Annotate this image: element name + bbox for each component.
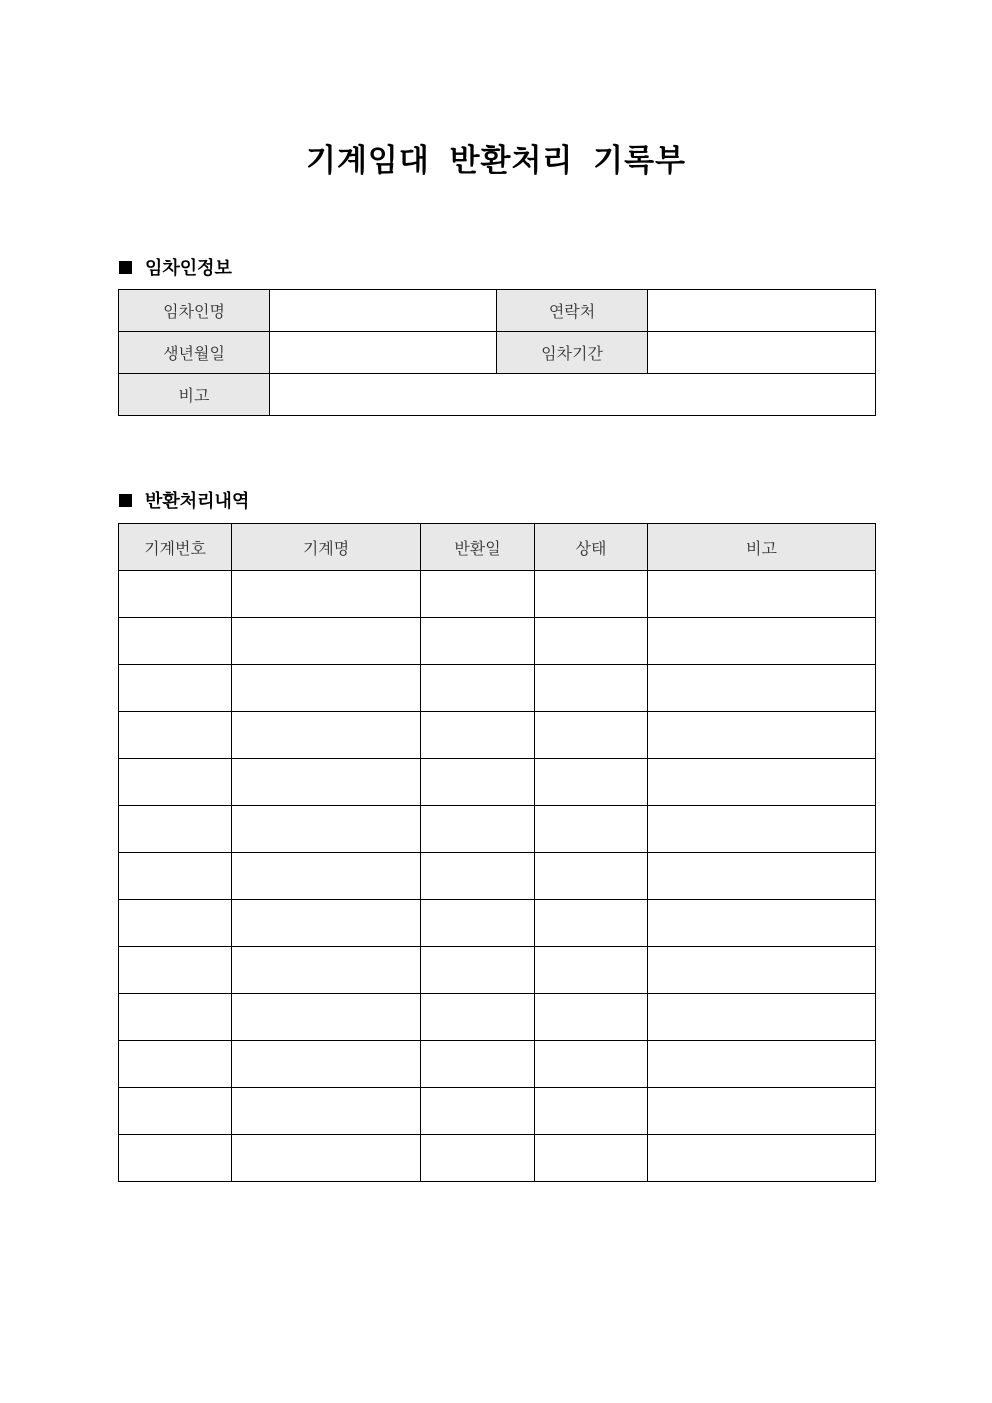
square-bullet-icon bbox=[119, 261, 132, 274]
return-history-heading bbox=[119, 487, 249, 513]
remarks-cell[interactable] bbox=[648, 994, 876, 1041]
remarks-cell[interactable] bbox=[648, 947, 876, 994]
machine-name-cell[interactable] bbox=[232, 947, 421, 994]
return-date-cell[interactable] bbox=[421, 618, 535, 665]
machine-name-cell[interactable] bbox=[232, 712, 421, 759]
table-row bbox=[119, 806, 876, 853]
return-date-cell[interactable] bbox=[421, 947, 535, 994]
contact-label: 연락처 bbox=[497, 290, 648, 332]
table-header-row bbox=[119, 524, 876, 571]
table-row bbox=[119, 332, 876, 374]
machine-name-cell[interactable] bbox=[232, 1041, 421, 1088]
machine-number-cell[interactable] bbox=[119, 1041, 232, 1088]
return-date-cell[interactable] bbox=[421, 853, 535, 900]
remarks-cell[interactable] bbox=[648, 618, 876, 665]
table-row bbox=[119, 1041, 876, 1088]
status-cell[interactable] bbox=[535, 806, 648, 853]
column-header-return-date: 반환일 bbox=[421, 524, 535, 571]
return-date-cell[interactable] bbox=[421, 1088, 535, 1135]
remarks-cell[interactable] bbox=[648, 853, 876, 900]
table-row bbox=[119, 1088, 876, 1135]
renter-info-table bbox=[118, 289, 876, 416]
return-date-cell[interactable] bbox=[421, 806, 535, 853]
machine-name-cell[interactable] bbox=[232, 900, 421, 947]
table-row bbox=[119, 665, 876, 712]
remarks-cell[interactable] bbox=[648, 1041, 876, 1088]
table-row bbox=[119, 853, 876, 900]
table-row bbox=[119, 571, 876, 618]
renter-name-field[interactable] bbox=[270, 290, 497, 332]
table-row bbox=[119, 290, 876, 332]
status-cell[interactable] bbox=[535, 1088, 648, 1135]
status-cell[interactable] bbox=[535, 571, 648, 618]
remarks-cell[interactable] bbox=[648, 1088, 876, 1135]
machine-number-cell[interactable] bbox=[119, 571, 232, 618]
renter-info-heading bbox=[119, 254, 232, 280]
machine-number-cell[interactable] bbox=[119, 947, 232, 994]
birth-date-field[interactable] bbox=[270, 332, 497, 374]
return-date-cell[interactable] bbox=[421, 712, 535, 759]
column-header-status: 상태 bbox=[535, 524, 648, 571]
status-cell[interactable] bbox=[535, 947, 648, 994]
contact-field[interactable] bbox=[648, 290, 876, 332]
remarks-cell[interactable] bbox=[648, 665, 876, 712]
status-cell[interactable] bbox=[535, 853, 648, 900]
remarks-label: 비고 bbox=[119, 374, 270, 416]
machine-name-cell[interactable] bbox=[232, 1135, 421, 1182]
table-row bbox=[119, 759, 876, 806]
machine-number-cell[interactable] bbox=[119, 994, 232, 1041]
machine-number-cell[interactable] bbox=[119, 806, 232, 853]
square-bullet-icon bbox=[119, 494, 132, 507]
return-date-cell[interactable] bbox=[421, 759, 535, 806]
machine-number-cell[interactable] bbox=[119, 618, 232, 665]
machine-number-cell[interactable] bbox=[119, 759, 232, 806]
renter-info-heading-text: 임차인정보 bbox=[145, 258, 232, 279]
status-cell[interactable] bbox=[535, 994, 648, 1041]
table-row bbox=[119, 618, 876, 665]
remarks-cell[interactable] bbox=[648, 571, 876, 618]
table-row bbox=[119, 947, 876, 994]
return-date-cell[interactable] bbox=[421, 1041, 535, 1088]
table-row bbox=[119, 1135, 876, 1182]
status-cell[interactable] bbox=[535, 1041, 648, 1088]
machine-name-cell[interactable] bbox=[232, 806, 421, 853]
status-cell[interactable] bbox=[535, 618, 648, 665]
return-date-cell[interactable] bbox=[421, 571, 535, 618]
return-date-cell[interactable] bbox=[421, 900, 535, 947]
machine-name-cell[interactable] bbox=[232, 571, 421, 618]
machine-name-cell[interactable] bbox=[232, 994, 421, 1041]
birth-date-label: 생년월일 bbox=[119, 332, 270, 374]
rental-period-field[interactable] bbox=[648, 332, 876, 374]
return-date-cell[interactable] bbox=[421, 994, 535, 1041]
table-row bbox=[119, 900, 876, 947]
machine-number-cell[interactable] bbox=[119, 853, 232, 900]
remarks-cell[interactable] bbox=[648, 759, 876, 806]
machine-number-cell[interactable] bbox=[119, 712, 232, 759]
machine-name-cell[interactable] bbox=[232, 665, 421, 712]
remarks-cell[interactable] bbox=[648, 806, 876, 853]
status-cell[interactable] bbox=[535, 759, 648, 806]
return-date-cell[interactable] bbox=[421, 1135, 535, 1182]
return-history-heading-text: 반환처리내역 bbox=[145, 491, 250, 512]
remarks-cell[interactable] bbox=[648, 900, 876, 947]
renter-name-label: 임차인명 bbox=[119, 290, 270, 332]
machine-number-cell[interactable] bbox=[119, 1088, 232, 1135]
status-cell[interactable] bbox=[535, 665, 648, 712]
machine-number-cell[interactable] bbox=[119, 665, 232, 712]
column-header-remarks: 비고 bbox=[648, 524, 876, 571]
machine-name-cell[interactable] bbox=[232, 1088, 421, 1135]
column-header-machine-name: 기계명 bbox=[232, 524, 421, 571]
machine-name-cell[interactable] bbox=[232, 618, 421, 665]
table-row bbox=[119, 712, 876, 759]
table-row bbox=[119, 374, 876, 416]
machine-name-cell[interactable] bbox=[232, 759, 421, 806]
rental-period-label: 임차기간 bbox=[497, 332, 648, 374]
status-cell[interactable] bbox=[535, 900, 648, 947]
return-date-cell[interactable] bbox=[421, 665, 535, 712]
status-cell[interactable] bbox=[535, 1135, 648, 1182]
remarks-cell[interactable] bbox=[648, 712, 876, 759]
status-cell[interactable] bbox=[535, 712, 648, 759]
remarks-cell[interactable] bbox=[648, 1135, 876, 1182]
column-header-machine-number: 기계번호 bbox=[119, 524, 232, 571]
machine-number-cell[interactable] bbox=[119, 900, 232, 947]
machine-name-cell[interactable] bbox=[232, 853, 421, 900]
remarks-field[interactable] bbox=[270, 374, 876, 416]
machine-number-cell[interactable] bbox=[119, 1135, 232, 1182]
return-history-table bbox=[118, 523, 876, 1182]
document-title: 기계임대 반환처리 기록부 bbox=[306, 143, 686, 179]
table-row bbox=[119, 994, 876, 1041]
